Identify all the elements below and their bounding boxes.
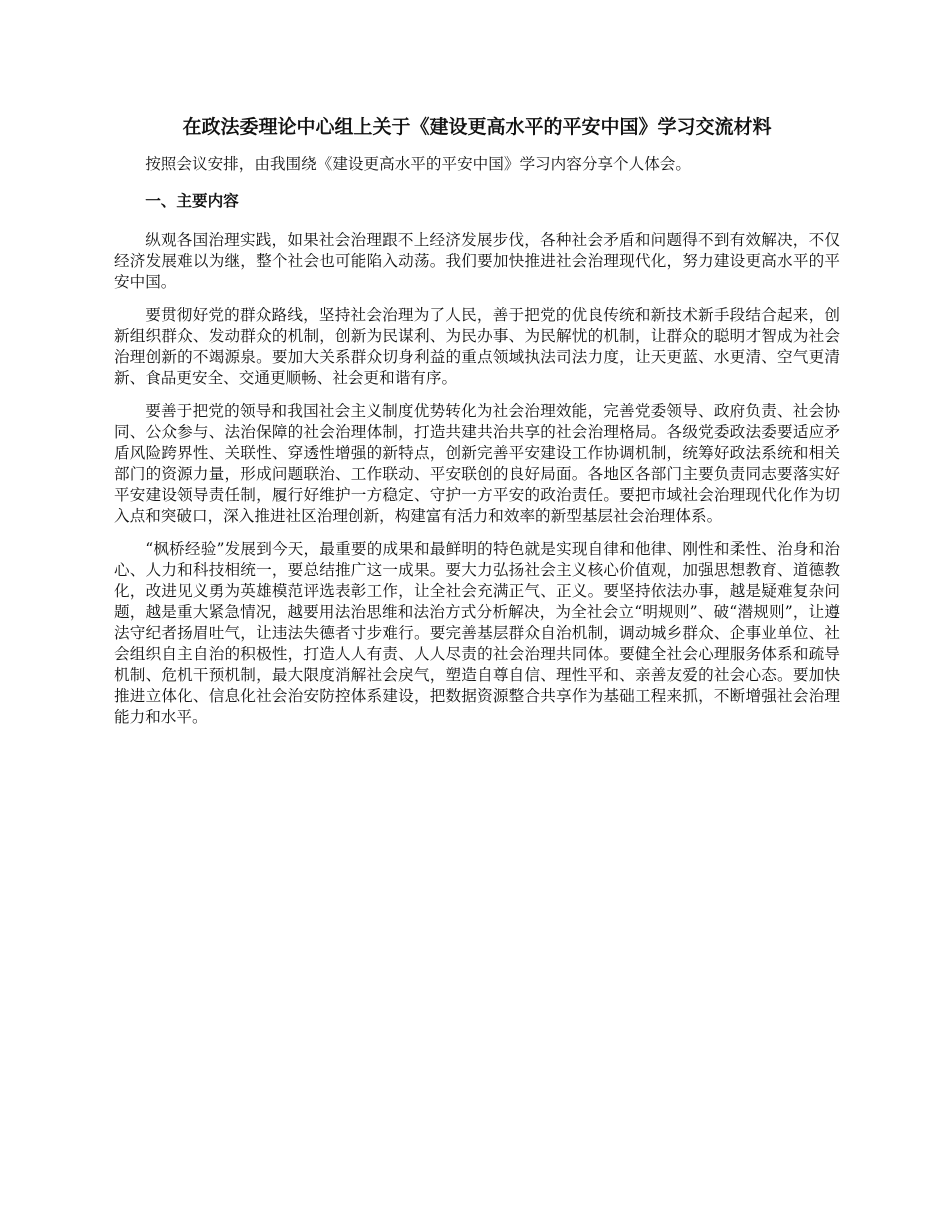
body-paragraph-1: 纵观各国治理实践，如果社会治理跟不上经济发展步伐，各种社会矛盾和问题得不到有效解决，不仅经济发展难以为继，整个社会也可能陷入动荡。我们要加快推进社会治理现代化，努力建设更高水平的平安中国。 (114, 231, 840, 291)
intro-paragraph: 按照会议安排，由我围绕《建设更高水平的平安中国》学习内容分享个人体会。 (145, 155, 691, 173)
body-paragraph-3: 要善于把党的领导和我国社会主义制度优势转化为社会治理效能，完善党委领导、政府负责、社会协同、公众参与、法治保障的社会治理体制，打造共建共治共享的社会治理格局。各级党委政法委要适应矛盾风险跨界性、关联性、穿透性增强的新特点，创新完善平安建设工作协调机制，统筹好政法系统和相关部门的资源力量，形成问题联治、工作联动、平安联创的良好局面。各地区各部门主要负责同志要落实好平安建设领导责任制，履行好维护一方稳定、守护一方平安的政治责任。要把市域社会治理现代化作为切入点和突破口，深入推进社区治理创新，构建富有活力和效率的新型基层社会治理体系。 (114, 402, 840, 525)
body-paragraph-4: “枫桥经验”发展到今天，最重要的成果和最鲜明的特色就是实现自律和他律、刚性和柔性、治身和治心、人力和科技相统一，要总结推广这一成果。要大力弘扬社会主义核心价值观，加强思想教育、道德教化，改进见义勇为英雄模范评选表彰工作，让全社会充满正气、正义。要坚持依法办事，越是疑难复杂问题，越是重大紧急情况，越要用法治思维和法治方式分析解决，为全社会立“明规则”、破“潜规则”，让遵法守纪者扬眉吐气，让违法失德者寸步难行。要完善基层群众自治机制，调动城乡群众、企事业单位、社会组织自主自治的积极性，打造人人有责、人人尽责的社会治理共同体。要健全社会心理服务体系和疏导机制、危机干预机制，最大限度消解社会戾气，塑造自尊自信、理性平和、亲善友爱的社会心态。要加快推进立体化、信息化社会治安防控体系建设，把数据资源整合共享作为基础工程来抓，不断增强社会治理能力和水平。 (114, 540, 840, 726)
document-title: 在政法委理论中心组上关于《建设更高水平的平安中国》学习交流材料 (182, 116, 772, 138)
section-heading: 一、主要内容 (145, 192, 239, 210)
body-paragraph-2: 要贯彻好党的群众路线，坚持社会治理为了人民，善于把党的优良传统和新技术新手段结合起来，创新组织群众、发动群众的机制，创新为民谋利、为民办事、为民解忧的机制，让群众的聪明才智成为社会治理创新的不竭源泉。要加大关系群众切身利益的重点领域执法司法力度，让天更蓝、水更清、空气更清新、食品更安全、交通更顺畅、社会更和谐有序。 (114, 306, 840, 387)
